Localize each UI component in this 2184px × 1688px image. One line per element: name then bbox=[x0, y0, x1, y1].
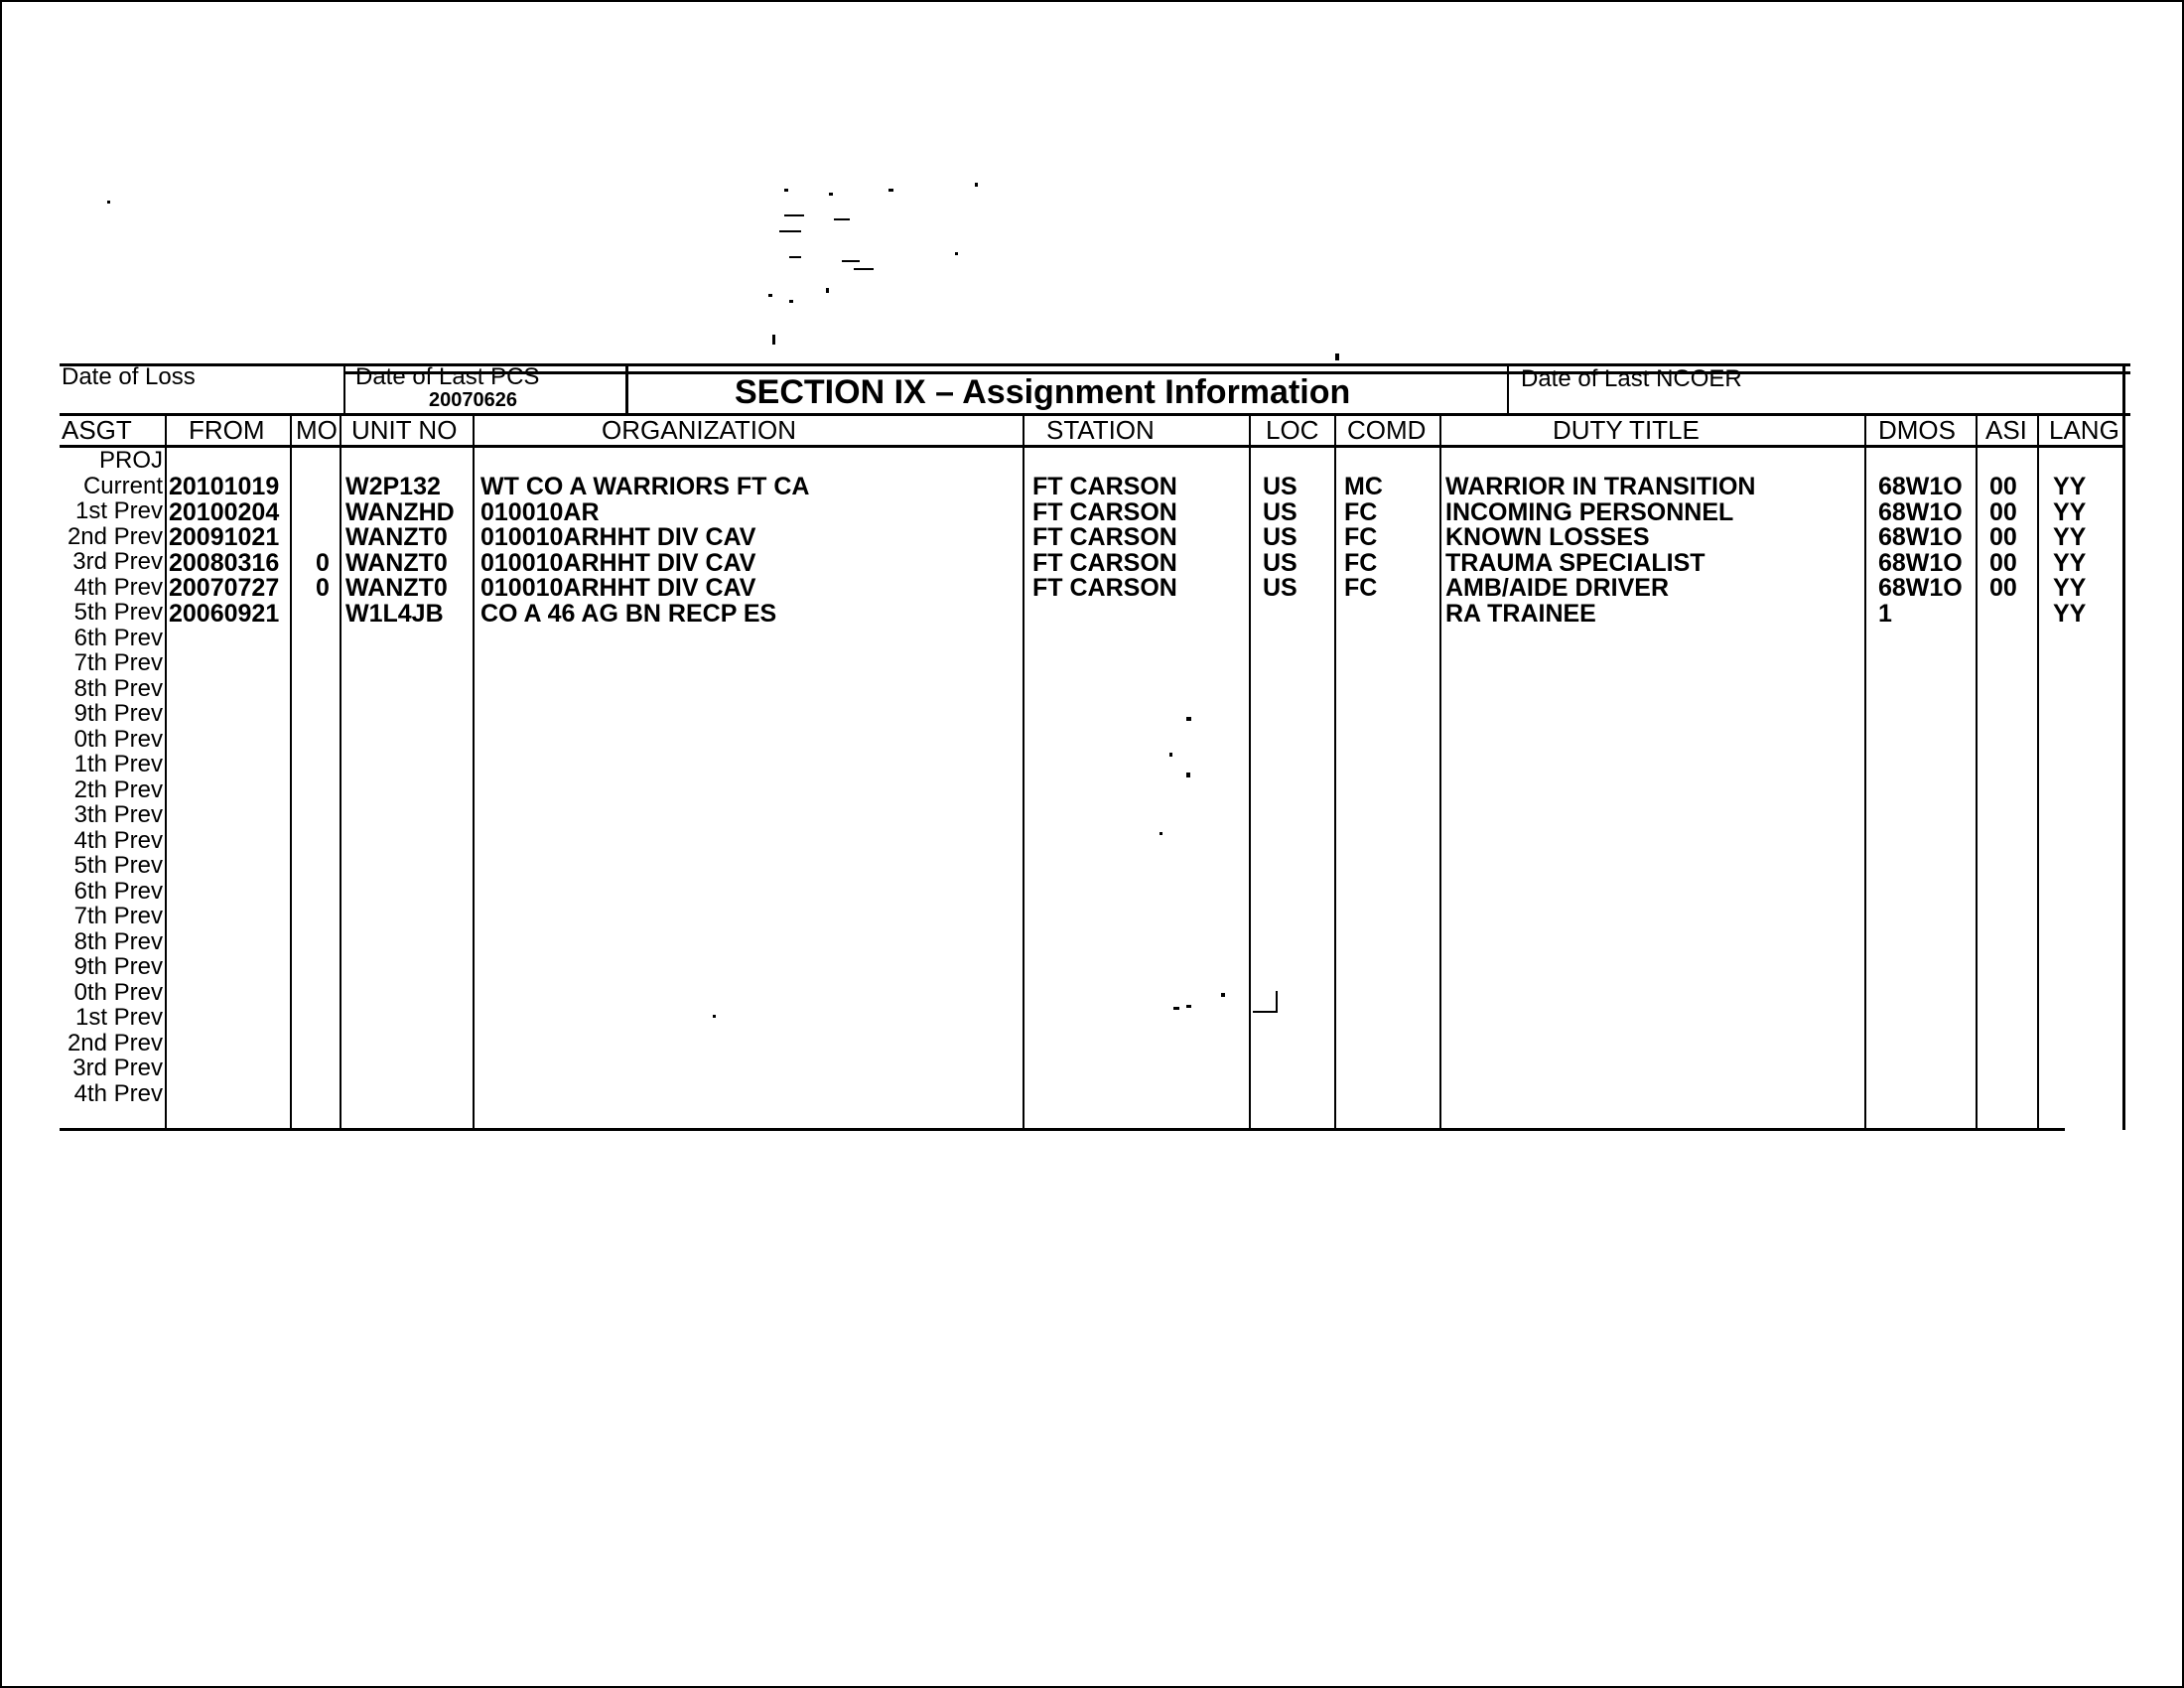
cell-comd: FC bbox=[1344, 523, 1378, 551]
col-header-station: STATION bbox=[1046, 415, 1155, 445]
col-header-organization: ORGANIZATION bbox=[602, 415, 796, 445]
row-label: 1th Prev bbox=[73, 751, 163, 777]
row-label: 5th Prev bbox=[73, 852, 163, 879]
row-label: 1st Prev bbox=[74, 497, 163, 524]
cell-unit-no: WANZT0 bbox=[345, 574, 448, 602]
cell-comd: MC bbox=[1344, 473, 1383, 500]
cell-mo: 0 bbox=[316, 574, 330, 602]
col-header-asgt: ASGT bbox=[62, 415, 132, 445]
row-label: 7th Prev bbox=[73, 649, 163, 676]
cell-asi: 00 bbox=[1989, 523, 2017, 551]
cell-asi: 00 bbox=[1989, 548, 2017, 577]
col-header-loc: LOC bbox=[1266, 415, 1319, 445]
col-header-comd: COMD bbox=[1347, 415, 1427, 445]
cell-duty-title: WARRIOR IN TRANSITION bbox=[1445, 473, 1756, 500]
row-label: 8th Prev bbox=[73, 674, 163, 702]
col-header-dmos: DMOS bbox=[1878, 415, 1956, 445]
cell-comd: FC bbox=[1344, 548, 1378, 577]
cell-organization: CO A 46 AG BN RECP ES bbox=[480, 599, 777, 628]
cell-duty-title: TRAUMA SPECIALIST bbox=[1445, 548, 1706, 577]
date-of-last-ncoer-label: Date of Last NCOER bbox=[1521, 365, 1742, 392]
row-label: PROJ bbox=[98, 447, 163, 474]
cell-duty-title: KNOWN LOSSES bbox=[1445, 523, 1650, 551]
row-label: 2nd Prev bbox=[67, 522, 163, 550]
cell-unit-no: WANZHD bbox=[345, 497, 455, 526]
cell-unit-no: W2P132 bbox=[345, 473, 441, 500]
col-header-lang: LANG bbox=[2049, 415, 2119, 445]
col-header-mo: MO bbox=[296, 415, 338, 445]
cell-dmos: 68W1O bbox=[1878, 497, 1963, 526]
cell-organization: WT CO A WARRIORS FT CA bbox=[480, 473, 810, 500]
cell-dmos: 68W1O bbox=[1878, 548, 1963, 577]
cell-loc: US bbox=[1263, 523, 1297, 551]
cell-loc: US bbox=[1263, 548, 1297, 577]
table-row bbox=[0, 599, 2184, 628]
row-label: 4th Prev bbox=[73, 573, 163, 601]
row-label: 1st Prev bbox=[74, 1004, 163, 1031]
table-row bbox=[0, 573, 2184, 602]
cell-loc: US bbox=[1263, 574, 1297, 602]
table-row bbox=[0, 548, 2184, 577]
cell-comd: FC bbox=[1344, 497, 1378, 526]
cell-asi: 00 bbox=[1989, 497, 2017, 526]
row-label: 6th Prev bbox=[73, 624, 163, 651]
row-label: 5th Prev bbox=[73, 599, 163, 626]
cell-duty-title: AMB/AIDE DRIVER bbox=[1445, 574, 1670, 602]
cell-lang: YY bbox=[2053, 574, 2087, 602]
row-label: 3rd Prev bbox=[72, 1055, 163, 1081]
cell-loc: US bbox=[1263, 497, 1297, 526]
cell-duty-title: RA TRAINEE bbox=[1445, 599, 1596, 628]
cell-station: FT CARSON bbox=[1032, 523, 1177, 551]
cell-from: 20080316 bbox=[169, 548, 280, 577]
cell-mo: 0 bbox=[316, 548, 330, 577]
cell-dmos: 68W1O bbox=[1878, 473, 1963, 500]
row-label: 4th Prev bbox=[73, 1079, 163, 1107]
section-title: SECTION IX – Assignment Information bbox=[735, 373, 1351, 411]
cell-loc: US bbox=[1263, 473, 1297, 500]
col-header-duty-title: DUTY TITLE bbox=[1553, 415, 1700, 445]
cell-unit-no: W1L4JB bbox=[345, 599, 444, 628]
row-label: 8th Prev bbox=[73, 927, 163, 955]
date-of-last-pcs-value: 20070626 bbox=[429, 389, 517, 411]
cell-from: 20070727 bbox=[169, 574, 280, 602]
row-label: 6th Prev bbox=[73, 877, 163, 905]
cell-station: FT CARSON bbox=[1032, 497, 1177, 526]
row-label: 9th Prev bbox=[73, 953, 163, 980]
cell-from: 20091021 bbox=[169, 523, 280, 551]
date-of-last-pcs-label: Date of Last PCS bbox=[355, 363, 540, 390]
cell-dmos: 68W1O bbox=[1878, 574, 1963, 602]
cell-organization: 010010AR bbox=[480, 497, 600, 526]
cell-from: 20101019 bbox=[169, 473, 280, 500]
cell-comd: FC bbox=[1344, 574, 1378, 602]
col-header-from: FROM bbox=[189, 415, 265, 445]
cell-station: FT CARSON bbox=[1032, 574, 1177, 602]
row-label: 4th Prev bbox=[73, 826, 163, 854]
cell-lang: YY bbox=[2053, 599, 2087, 628]
cell-dmos: 1 bbox=[1878, 599, 1892, 628]
cell-asi: 00 bbox=[1989, 574, 2017, 602]
table-row bbox=[0, 472, 2184, 500]
cell-from: 20100204 bbox=[169, 497, 280, 526]
row-label: 7th Prev bbox=[73, 903, 163, 929]
cell-organization: 010010ARHHT DIV CAV bbox=[480, 548, 756, 577]
cell-unit-no: WANZT0 bbox=[345, 523, 448, 551]
cell-organization: 010010ARHHT DIV CAV bbox=[480, 574, 756, 602]
row-label: 0th Prev bbox=[73, 978, 163, 1006]
date-of-loss-label: Date of Loss bbox=[62, 363, 196, 390]
row-label: 3rd Prev bbox=[72, 548, 163, 575]
table-row bbox=[0, 497, 2184, 526]
cell-asi: 00 bbox=[1989, 473, 2017, 500]
cell-from: 20060921 bbox=[169, 599, 280, 628]
row-label: 2nd Prev bbox=[67, 1029, 163, 1056]
cell-station: FT CARSON bbox=[1032, 548, 1177, 577]
table-row bbox=[0, 522, 2184, 551]
cell-station: FT CARSON bbox=[1032, 473, 1177, 500]
cell-lang: YY bbox=[2053, 523, 2087, 551]
col-header-unit-no: UNIT NO bbox=[351, 415, 458, 445]
cell-duty-title: INCOMING PERSONNEL bbox=[1445, 497, 1734, 526]
row-label: 2th Prev bbox=[73, 775, 163, 803]
row-label: Current bbox=[82, 472, 163, 499]
cell-dmos: 68W1O bbox=[1878, 523, 1963, 551]
cell-unit-no: WANZT0 bbox=[345, 548, 448, 577]
cell-lang: YY bbox=[2053, 497, 2087, 526]
col-header-asi: ASI bbox=[1985, 415, 2027, 445]
cell-lang: YY bbox=[2053, 473, 2087, 500]
row-label: 0th Prev bbox=[73, 725, 163, 753]
cell-lang: YY bbox=[2053, 548, 2087, 577]
row-label: 9th Prev bbox=[73, 700, 163, 727]
cell-organization: 010010ARHHT DIV CAV bbox=[480, 523, 756, 551]
row-label: 3th Prev bbox=[73, 801, 163, 828]
